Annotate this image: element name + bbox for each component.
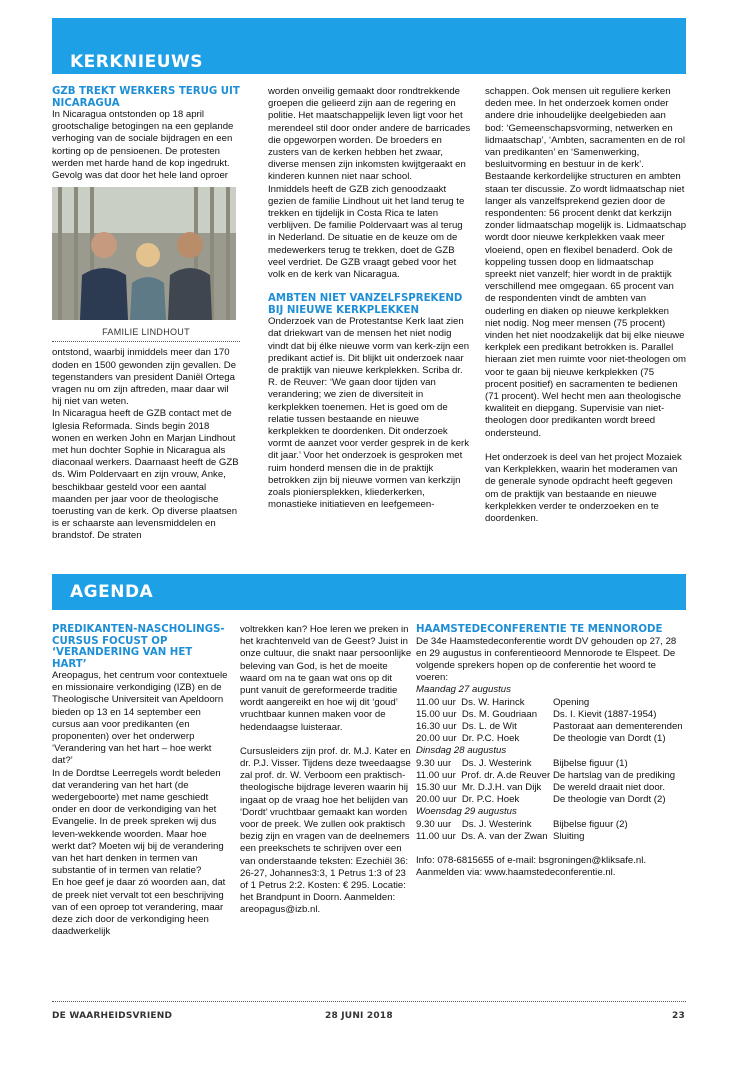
- page-number: 23: [672, 1011, 685, 1021]
- paragraph: De 34e Haamstedeconferentie wordt DV gehouden op 27, 28 en 29 augustus in conferentieoord Mennorode te Elspeet. De volgende sprekers hopen op de conferentie het woord te voeren:: [416, 635, 677, 684]
- paragraph: En hoe geef je daar zó woorden aan, dat de preek niet vervalt tot een beschrijving van of een oproep tot verandering, maar deze zich door de verkondiging heen daadwerkelijk: [52, 877, 226, 938]
- schedule-day: Woensdag 29 augustus: [416, 806, 517, 818]
- article-cursus-col2: [240, 624, 412, 917]
- article-title: PREDIKANTEN-NASCHOLINGS-CURSUS FOCUST OP ‘VERANDERING VAN HET HART’: [52, 624, 225, 670]
- divider: [52, 341, 240, 342]
- schedule-day: Maandag 27 augustus: [416, 684, 511, 696]
- paragraph: worden onveilig gemaakt door rondtrekkende groepen die gelieerd zijn aan de regering en politie. Het maatschappelijk leven ligt voor het merendeel stil door onder andere de barricades die opgeworpen worden. De broeders en zusters van de kerken hebben het zwaar, diverse mensen zijn inkomsten kwijtgeraakt en kinderen kunnen niet naar school.: [268, 86, 471, 183]
- paragraph: Onderzoek van de Protestantse Kerk laat zien dat driekwart van de mensen het niet nodig vindt dat bij élke nieuwe vorm van kerk-zijn een predikant actief is. Dit blijkt uit onderzoek naar de praktijk van nieuwe kerkplekken. Scriba dr. R. de Reuver: ‘We gaan door tijden van verandering; we zien de diversiteit in kerkplekken toenemen. Het is goed om de relatie tussen bestaande en nieuwe kerkplekken te doordenken. Dit onderzoek vormt de aanzet voor verder gesprek in de kerk dit jaar.’ Voor het onderzoek is gesproken met ruim honderd mensen die in de praktijk betrokken zijn bij nieuwe vormen van kerkzijn zoals pioniersplekken, kliederkerken, monastieke initiatieven en leefgemeen-: [268, 316, 470, 511]
- issue-date: 28 JUNI 2018: [325, 1011, 393, 1021]
- article-haamstede: [416, 624, 688, 879]
- photo-caption: FAMILIE LINDHOUT: [102, 327, 190, 338]
- article-title: HAAMSTEDECONFERENTIE TE MENNORODE: [416, 624, 663, 635]
- paragraph: In Nicaragua heeft de GZB contact met de Iglesia Reformada. Sinds begin 2018 wonen en werken John en Marjan Lindhout met hun dochter Sophie in Nicaragua als diaconaal werkers. Daarnaast heeft de GZB ds. Wim Poldervaart en zijn vrouw, Anke, beschikbaar gesteld voor een aantal maanden per jaar voor de theologische toerusting van de kerk. Op diverse plaatsen is er schaarste aan levensmiddelen en brandstof. De straten: [52, 408, 239, 542]
- paragraph: In de Dordtse Leerregels wordt beleden dat verandering van het hart (de wedergeboorte) met name geschiedt onder en door de verkondiging van het Evangelie. In de preek spreken wij dus leven-wekkende woorden. Maar hoe werkt dat? Moeten wij bij de verandering van het hart denken in termen van substantie of in termen van relatie?: [52, 767, 224, 877]
- article-ambten-col3: [485, 86, 687, 525]
- contact-info: Info: 078-6815655 of e-mail: bsgroningen@kliksafe.nl.: [416, 854, 647, 866]
- schedule-row: 15.30 uur Mr. D.J.H. van Dijk De wereld draait niet door.: [416, 781, 665, 793]
- paragraph: voltrekken kan? Hoe leren we preken in het krachtenveld van de Geest? Juist in onze cultuur, die snakt naar persoonlijke beleving van God, is het de moeite waard om na te gaan wat ons op dit punt vanuit de gereformeerde traditie wordt aangereikt en hoe wij dit ‘goud’ vruchtbaar kunnen maken voor de hedendaagse luisteraar.: [240, 624, 412, 733]
- article-gzb-col1: [52, 86, 240, 543]
- paragraph: ontstond, waarbij inmiddels meer dan 170 doden en 1500 gewonden zijn gevallen. De tegenstanders van president Daniël Ortega vragen nu om zijn aftreden, maar daar wil hij niet van weten.: [52, 347, 237, 408]
- schedule-row: 20.00 uur Dr. P.C. Hoek De theologie van Dordt (1): [416, 733, 666, 745]
- schedule-row: 11.00 uur Ds. A. van der Zwan Sluiting: [416, 830, 585, 842]
- article-title: AMBTEN NIET VANZELFSPREKEND BIJ NIEUWE KERKPLEKKEN: [268, 293, 463, 316]
- paragraph: Areopagus, het centrum voor contextuele en missionaire verkondiging (IZB) en de Theologische Universiteit van Apeldoorn bieden op 13 en 14 september een cursus aan voor predikanten (en proponenten) over het onderwerp ‘Verandering van het hart – hoe werkt dat?’: [52, 670, 228, 767]
- schedule-row: 9.30 uur Ds. J. Westerink Bijbelse figuur (1): [416, 757, 628, 769]
- paragraph: schappen. Ook mensen uit reguliere kerken deden mee. In het onderzoek komen onder andere drie inhoudelijke deelgebieden aan bod: ‘Gemeenschapsvorming, netwerken en lidmaatschap’, ‘Ambten, sacramenten en de rol van predikanten’ en ‘Samenwerking, besluitvorming en bestuur in de kerk’. Bestaande kerkordelijke structuren en ambten staan ter discussie. Zo wordt lidmaatschap niet langer als vanzelfsprekend gezien door de respondenten: 56 procent denkt dat kerkzijn zonder lidmaatschap mogelijk is. Lidmaatschap wordt door nieuwe kerkplekken vaak meer vloeiend, open en flexibel benaderd. Ook de koppeling tussen doop en lidmaatschap spreekt niet vanzelf; hier wordt in de praktijk verschillend mee omgegaan. 65 procent van de respondenten vindt de ambten van ouderling en diaken op nieuwe kerkplekken niet nodig. Nog meer mensen (75 procent) vinden het niet noodzakelijk dat bij elke nieuwe kerkplek een predikant betrokken is. Parallel hieraan ziet men ruimte voor niet-theologen om voor te gaan bij nieuwe kerkplekken (75 procent positief) en sacramenten te bedienen (71 procent). Wel hecht men aan theologische kwaliteit en diepgang. Supervisie van niet-theologen door predikanten wordt breed ondersteund.: [485, 86, 687, 439]
- schedule-row: 16.30 uur Ds. L. de Wit Pastoraat aan dementerenden: [416, 720, 683, 732]
- schedule-day: Dinsdag 28 augustus: [416, 745, 507, 757]
- section-header-kerknieuws: KERKNIEUWS: [52, 18, 686, 74]
- article-cursus-col1: [52, 624, 228, 938]
- paragraph: In Nicaragua ontstonden op 18 april grootschalige betogingen na een geplande verhoging van de sociale bijdragen en een korting op de pensioenen. De protesten werden met harde hand de kop ingedrukt. Gevolg was dat door het hele land oproer: [52, 109, 234, 182]
- paragraph: Inmiddels heeft de GZB zich genoodzaakt gezien de familie Lindhout uit het land terug te trekken en tijdelijk in Costa Rica te laten verblijven. De familie Poldervaart was al terug in Nederland. De situatie en de keuze om de medewerkers terug te trekken, doet de GZB veel verdriet. De GZB vraagt gebed voor het volk en de kerk van Nicaragua.: [268, 183, 465, 281]
- schedule-row: 11.00 uur Prof. dr. A.de Reuver De hartslag van de prediking: [416, 769, 676, 781]
- article-title: GZB TREKT WERKERS TERUG UIT NICARAGUA: [52, 86, 240, 109]
- section-header-agenda: AGENDA: [52, 574, 686, 610]
- family-photo: [52, 187, 236, 320]
- footer-divider: [52, 1001, 686, 1002]
- conference-schedule: [416, 684, 688, 843]
- paragraph: Het onderzoek is deel van het project Mozaiek van Kerkplekken, waarin het moderamen van de generale synode opdracht heeft gegeven om de praktijk van bestaande en nieuwe kerkplekken verder te onderzoeken en te doordenken.: [485, 451, 682, 524]
- schedule-row: 9.30 uur Ds. J. Westerink Bijbelse figuur (2): [416, 818, 628, 830]
- publication-name: DE WAARHEIDSVRIEND: [52, 1011, 173, 1021]
- schedule-row: 11.00 uur Ds. W. Harinck Opening: [416, 696, 590, 708]
- article-gzb-col2: [268, 86, 472, 512]
- family-photo-image: [52, 187, 236, 320]
- registration-info: Aanmelden via: www.haamstedeconferentie.nl.: [416, 867, 616, 879]
- schedule-row: 20.00 uur Dr. P.C. Hoek De theologie van Dordt (2): [416, 794, 666, 806]
- paragraph: Cursusleiders zijn prof. dr. M.J. Kater en dr. P.J. Visser. Tijdens deze tweedaagse zal prof. dr. W. Verboom een praktisch-theologische bijdrage leveren waarin hij ingaat op de vraag hoe het belijden van ‘Dordt’ vruchtbaar gemaakt kan worden voor de preek. We zullen ook praktisch bezig zijn en vragen van de deelnemers een preekschets te schrijven over een van onderstaande teksten: Ezechiël 36: 26-27, Johannes3:3, 1 Petrus 1:3 of 23 of 1 Petrus 2:2. Kosten: € 295. Locatie: het Brandpunt in Doorn. Aanmelden: areopagus@izb.nl.: [240, 745, 411, 916]
- schedule-row: 15.00 uur Ds. M. Goudriaan Ds. I. Kievit (1887-1954): [416, 708, 657, 720]
